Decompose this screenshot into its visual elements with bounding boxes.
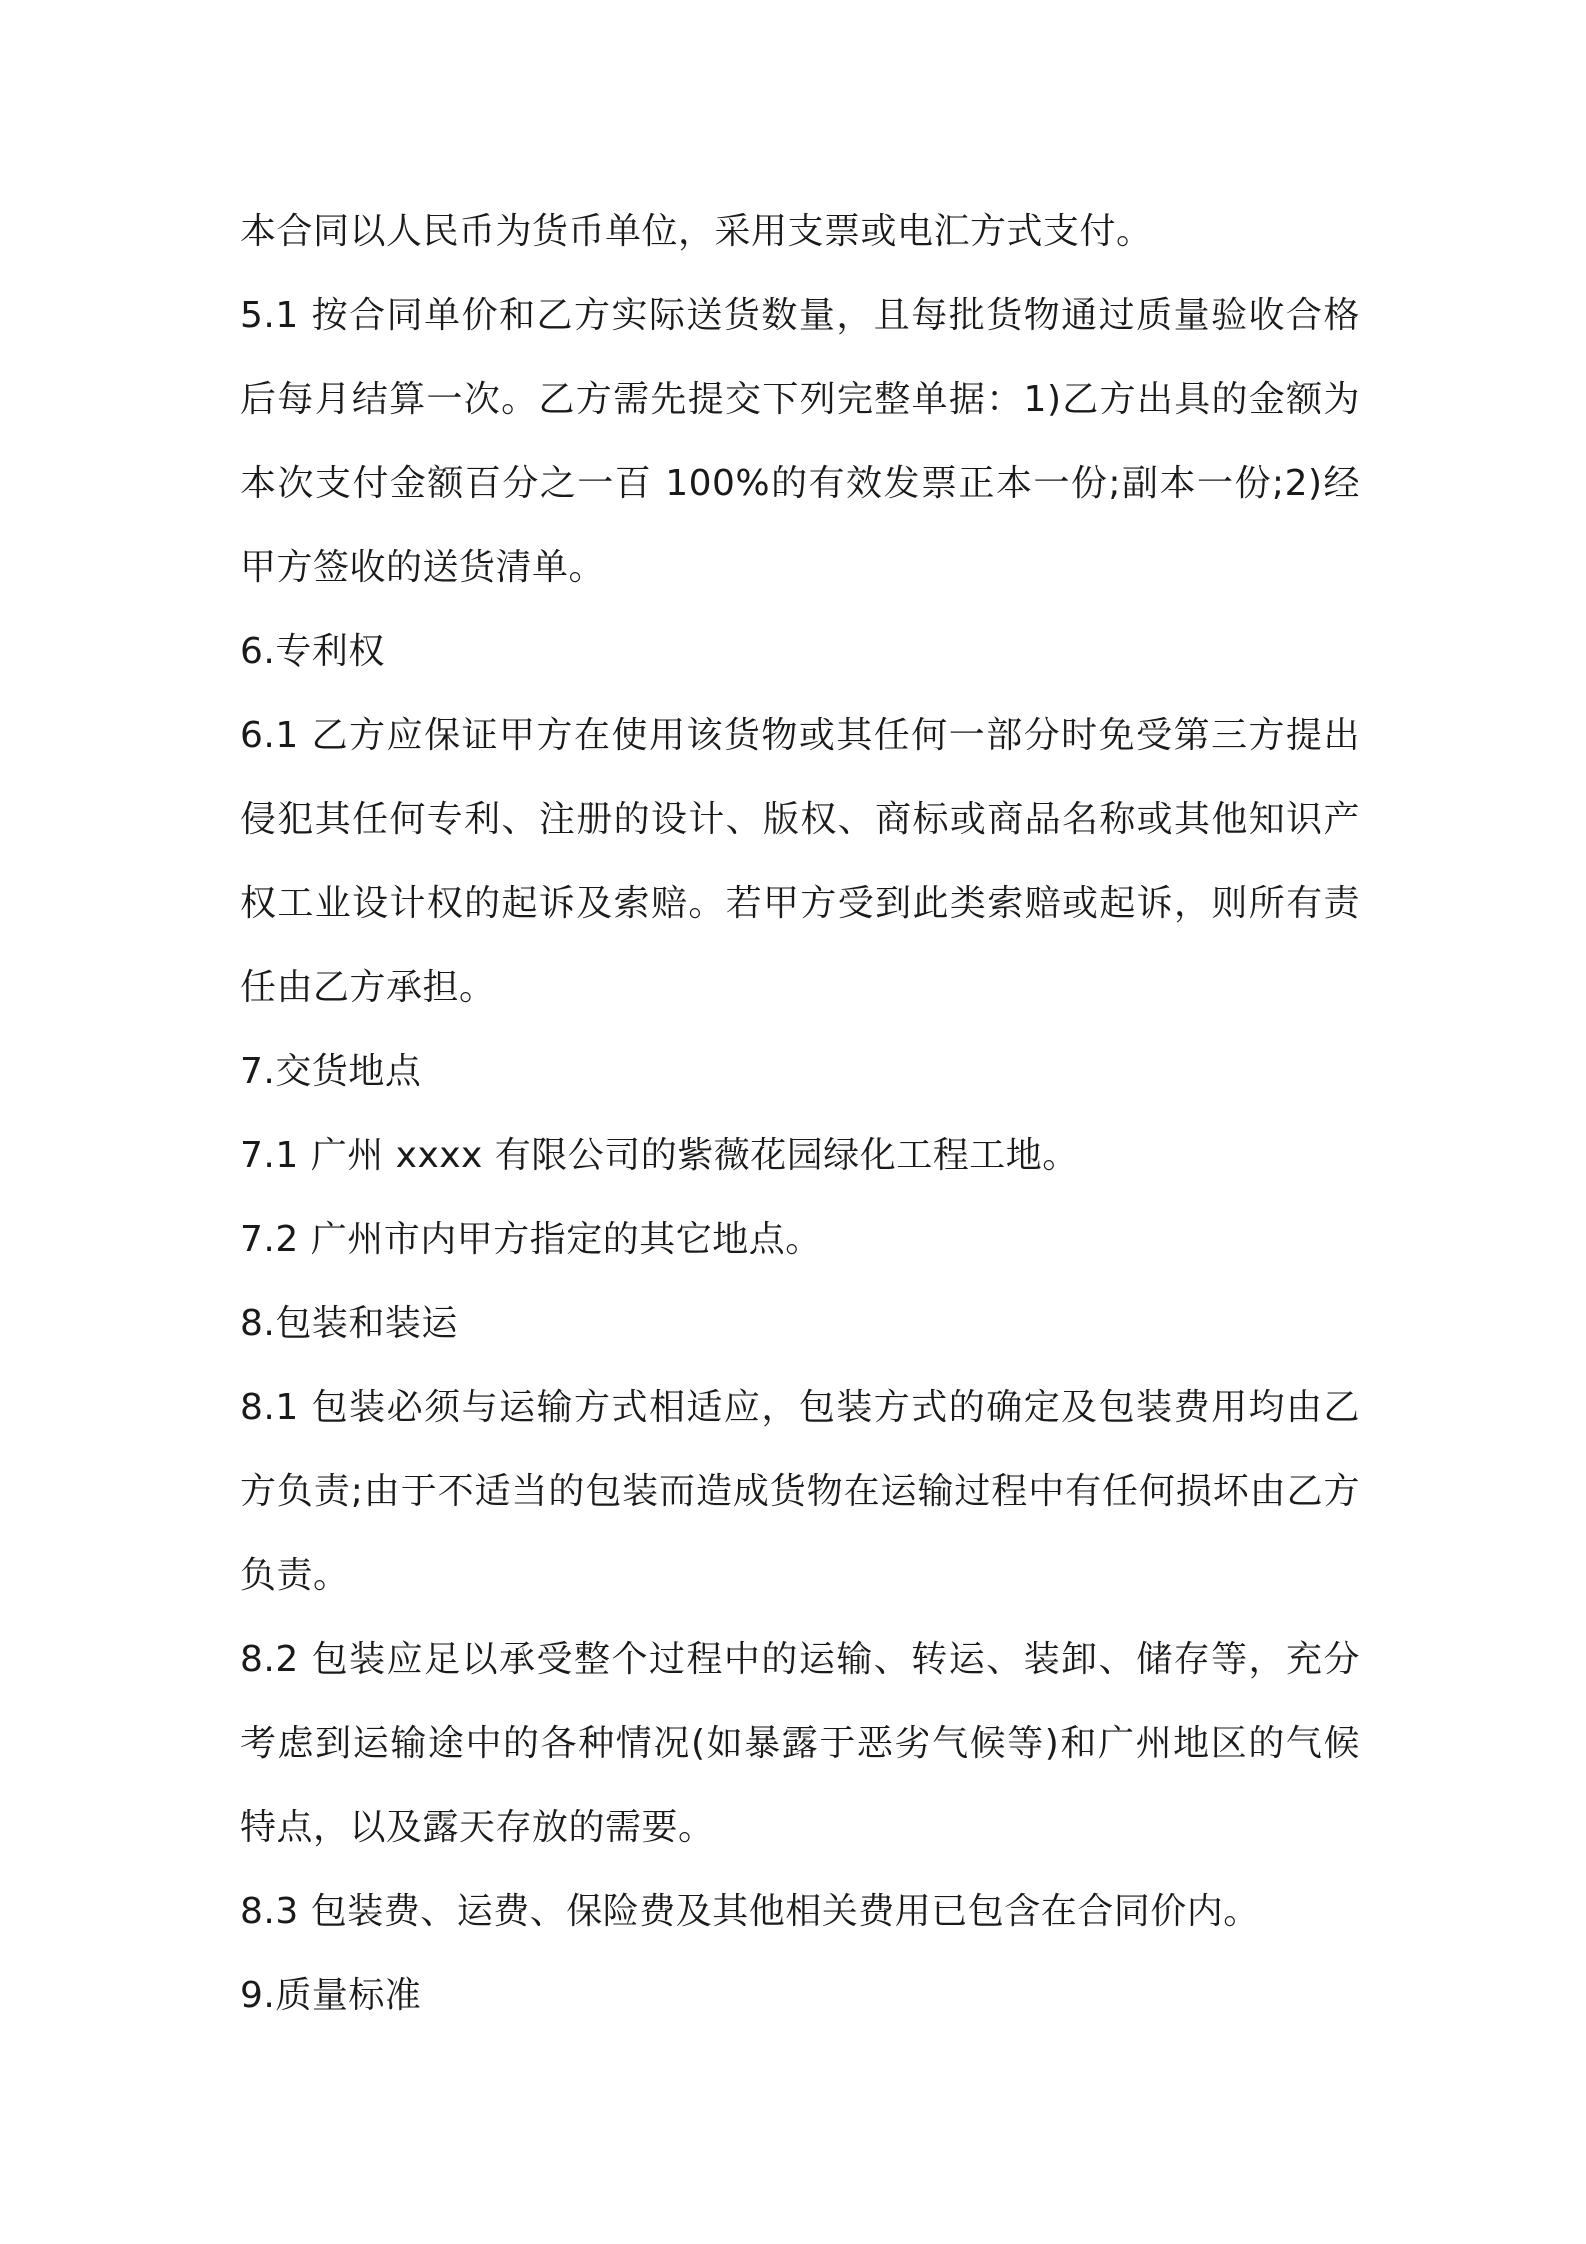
document-body — [240, 190, 1360, 2038]
section-6-heading: 6.专利权 — [240, 631, 385, 672]
section-9-heading: 9.质量标准 — [240, 1975, 422, 2016]
clause-6-1-paragraph: 6.1 乙方应保证甲方在使用该货物或其任何一部分时免受第三方提出侵犯其任何专利、注册的设计、版权、商标或商品名称或其他知识产权工业设计权的起诉及索赔。若甲方受到此类索赔或起诉，则所有责任由乙方承担。 — [240, 715, 1360, 1008]
payment-currency-paragraph: 本合同以人民币为货币单位，采用支票或电汇方式支付。 — [240, 211, 1153, 252]
section-7-heading: 7.交货地点 — [240, 1051, 422, 1092]
clause-8-2-paragraph: 8.2 包装应足以承受整个过程中的运输、转运、装卸、储存等，充分考虑到运输途中的各种情况(如暴露于恶劣气候等)和广州地区的气候特点，以及露天存放的需要。 — [240, 1639, 1360, 1848]
clause-8-1-paragraph: 8.1 包装必须与运输方式相适应，包装方式的确定及包装费用均由乙方负责;由于不适当的包装而造成货物在运输过程中有任何损坏由乙方负责。 — [240, 1387, 1360, 1596]
section-8-heading: 8.包装和装运 — [240, 1303, 458, 1344]
clause-7-1-paragraph: 7.1 广州 xxxx 有限公司的紫薇花园绿化工程工地。 — [240, 1135, 1079, 1176]
clause-5-1-paragraph: 5.1 按合同单价和乙方实际送货数量，且每批货物通过质量验收合格后每月结算一次。乙方需先提交下列完整单据：1)乙方出具的金额为本次支付金额百分之一百 100%的有效发票正本一份;副本一份;2)经甲方签收的送货清单。 — [240, 295, 1360, 588]
clause-8-3-paragraph: 8.3 包装费、运费、保险费及其他相关费用已包含在合同价内。 — [240, 1891, 1260, 1932]
clause-7-2-paragraph: 7.2 广州市内甲方指定的其它地点。 — [240, 1219, 822, 1260]
